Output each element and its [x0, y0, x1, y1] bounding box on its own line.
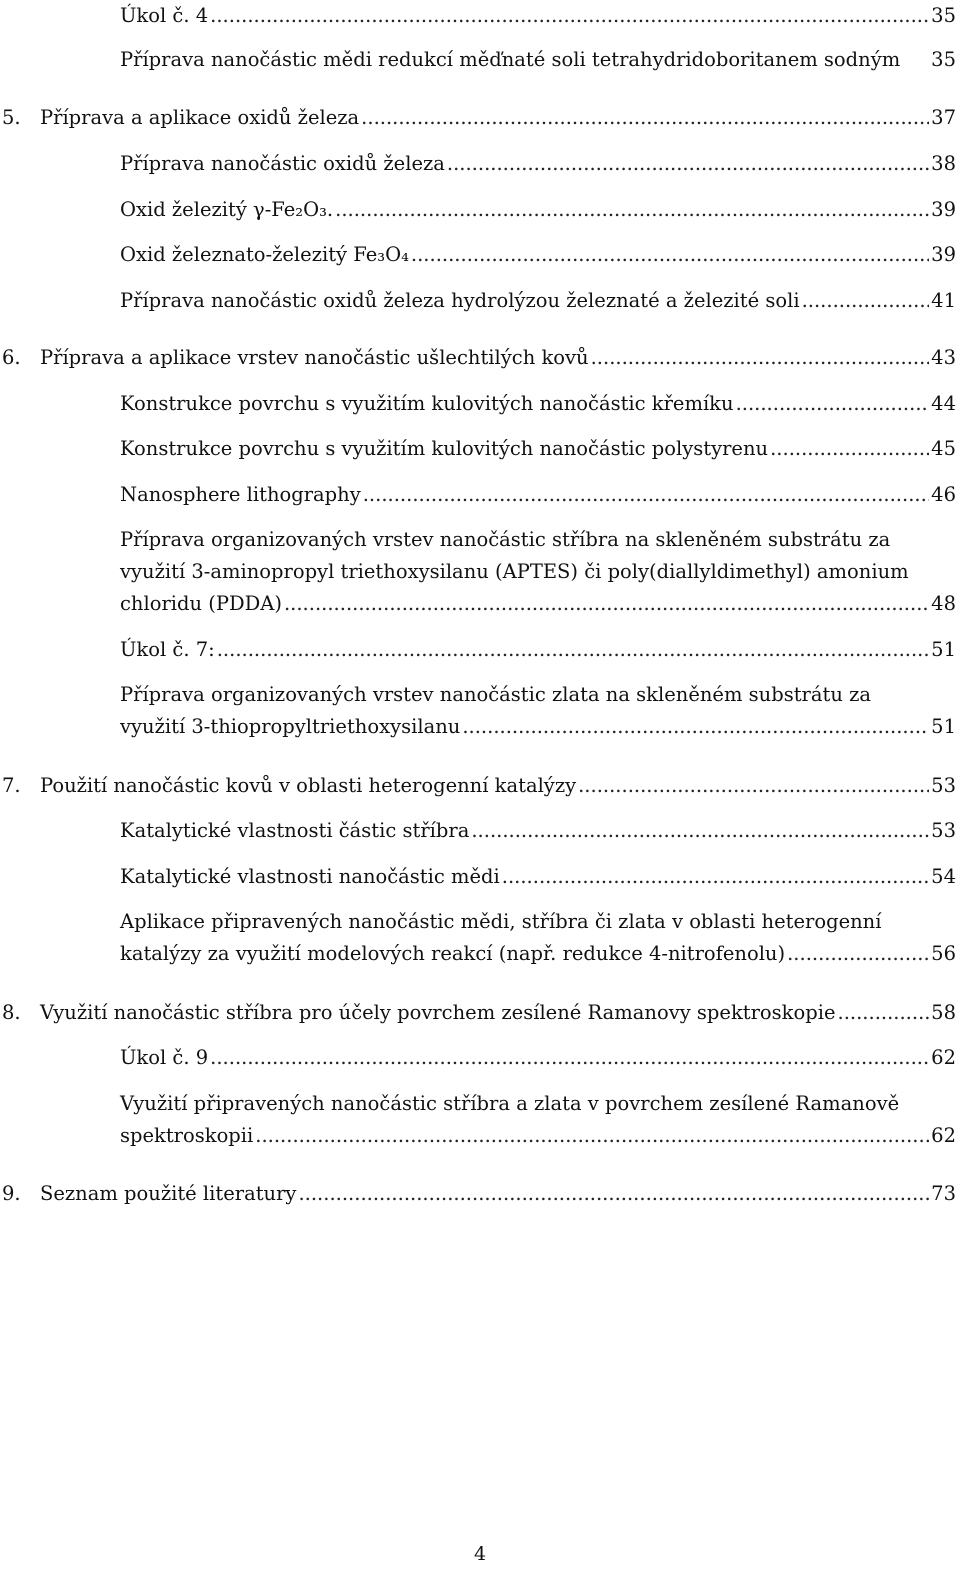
toc-entry-text	[40, 770, 956, 802]
toc-entry-text	[120, 479, 956, 511]
toc-entry-title: Konstrukce povrchu s využitím kulovitých nanočástic křemíku	[120, 392, 734, 415]
toc-page-number: 37	[931, 106, 956, 129]
toc-entry-line: Aplikace připravených nanočástic mědi, stříbra či zlata v oblasti heterogenní	[120, 910, 882, 933]
page-number: 4	[473, 1543, 487, 1565]
toc-page-number: 35	[931, 4, 956, 27]
toc-entry-line: Využití připravených nanočástic stříbra a zlata v povrchem zesílené Ramanově	[120, 1092, 900, 1115]
toc-entry-title: Oxid železitý γ-Fe₂O₃.	[120, 198, 334, 221]
toc-entry-text	[40, 102, 956, 134]
toc-entry-title: Katalytické vlastnosti částic stříbra	[120, 819, 470, 842]
toc-entry-text	[120, 861, 956, 893]
toc-dot-leader	[298, 1178, 929, 1210]
toc-entry-text	[120, 679, 956, 743]
toc-dot-leader	[578, 770, 929, 802]
toc-entry-title: využití 3-thiopropyltriethoxysilanu	[120, 715, 461, 738]
toc-entry-text	[120, 239, 956, 271]
toc-entry-line: Příprava organizovaných vrstev nanočástic stříbra na skleněném substrátu za	[120, 528, 891, 551]
toc-dot-leader	[411, 239, 929, 271]
toc-entry-text	[120, 524, 956, 620]
toc-page-number: 56	[931, 942, 956, 965]
toc-dot-leader	[284, 588, 929, 620]
toc-entry-number: 6.	[2, 346, 21, 369]
toc-entry-text	[120, 1088, 956, 1152]
toc-page-number: 73	[931, 1182, 956, 1205]
toc-page-number: 39	[931, 243, 956, 266]
toc-entry-text	[120, 1042, 956, 1074]
toc-page-number: 46	[931, 483, 956, 506]
toc-entry-number: 5.	[2, 106, 21, 129]
toc-entry-text	[120, 148, 956, 180]
toc-entry-title: katalýzy za využití modelových reakcí (např. redukce 4-nitrofenolu)	[120, 942, 786, 965]
toc-page-number: 41	[931, 289, 956, 312]
toc-entry-text	[120, 634, 956, 666]
toc-dot-leader	[363, 479, 929, 511]
toc-dot-leader	[471, 815, 929, 847]
toc-entry-title: Příprava nanočástic mědi redukcí měďnaté soli tetrahydridoboritanem sodným	[120, 48, 901, 71]
toc-entry-title: Příprava nanočástic oxidů železa hydrolýzou železnaté a železité soli	[120, 289, 800, 312]
toc-entry-title: Příprava a aplikace vrstev nanočástic ušlechtilých kovů	[40, 346, 589, 369]
toc-page-number: 51	[931, 638, 956, 661]
toc-page-number: 58	[931, 1001, 956, 1024]
toc-entry-number: 8.	[2, 1001, 21, 1024]
toc-entry-line: využití 3-aminopropyl triethoxysilanu (APTES) či poly(diallyldimethyl) amonium	[120, 560, 909, 583]
toc-entry-title: Použití nanočástic kovů v oblasti heterogenní katalýzy	[40, 774, 577, 797]
toc-page-number: 62	[931, 1046, 956, 1069]
toc-entry-title: chloridu (PDDA)	[120, 592, 282, 615]
toc-page-number: 54	[931, 865, 956, 888]
toc-entry-text	[40, 997, 956, 1029]
toc-entry-text	[120, 285, 956, 317]
toc-entry-title: Příprava nanočástic oxidů železa	[120, 152, 445, 175]
toc-page-number: 45	[931, 437, 956, 460]
toc-entry-title: Úkol č. 7:	[120, 638, 215, 661]
toc-page-number: 35	[931, 48, 956, 71]
toc-dot-leader	[502, 861, 929, 893]
toc-entry-text	[40, 342, 956, 374]
toc-dot-leader	[736, 388, 930, 420]
toc-entry-title: Katalytické vlastnosti nanočástic mědi	[120, 865, 500, 888]
toc-dot-leader	[802, 285, 930, 317]
toc-dot-leader	[217, 634, 929, 666]
toc-page-number: 51	[931, 715, 956, 738]
toc-dot-leader	[462, 711, 929, 743]
toc-page-number: 62	[931, 1124, 956, 1147]
toc-entry-title: Úkol č. 4	[120, 4, 209, 27]
toc-entry-title: Nanosphere lithography	[120, 483, 361, 506]
toc-dot-leader	[335, 194, 929, 226]
toc-page-number: 53	[931, 819, 956, 842]
toc-entry-title: Seznam použité literatury	[40, 1182, 297, 1205]
toc-page-number: 38	[931, 152, 956, 175]
toc-entry-text	[120, 194, 956, 226]
toc-entry-number: 9.	[2, 1182, 21, 1205]
toc-page-number: 44	[931, 392, 956, 415]
toc-dot-leader	[210, 0, 929, 32]
toc-entry-text	[120, 388, 956, 420]
toc-entry-title: spektroskopii	[120, 1124, 254, 1147]
toc-page-number: 48	[931, 592, 956, 615]
toc-dot-leader	[787, 938, 929, 970]
toc-page-number: 53	[931, 774, 956, 797]
toc-entry-text	[120, 906, 956, 970]
toc-entry-title: Příprava a aplikace oxidů železa	[40, 106, 360, 129]
toc-entry-title: Oxid železnato-železitý Fe₃O₄	[120, 243, 409, 266]
toc-dot-leader	[447, 148, 929, 180]
toc-entry-title: Využití nanočástic stříbra pro účely povrchem zesílené Ramanovy spektroskopie	[40, 1001, 836, 1024]
toc-dot-leader	[838, 997, 930, 1029]
toc-entry-title: Konstrukce povrchu s využitím kulovitých nanočástic polystyrenu	[120, 437, 769, 460]
toc-page-number: 39	[931, 198, 956, 221]
toc-entry-title: Úkol č. 9	[120, 1046, 209, 1069]
toc-entry-text	[120, 815, 956, 847]
toc-dot-leader	[361, 102, 929, 134]
toc-dot-leader	[591, 342, 930, 374]
toc-dot-leader	[770, 433, 929, 465]
toc-entry-text	[120, 0, 956, 32]
toc-entry-line: Příprava organizovaných vrstev nanočástic zlata na skleněném substrátu za	[120, 683, 871, 706]
toc-entry-text	[40, 1178, 956, 1210]
toc-page-number: 43	[931, 346, 956, 369]
toc-entry-text	[120, 44, 956, 76]
toc-entry-text	[120, 433, 956, 465]
toc-dot-leader	[210, 1042, 929, 1074]
toc-entry-number: 7.	[2, 774, 21, 797]
toc-dot-leader	[255, 1120, 929, 1152]
